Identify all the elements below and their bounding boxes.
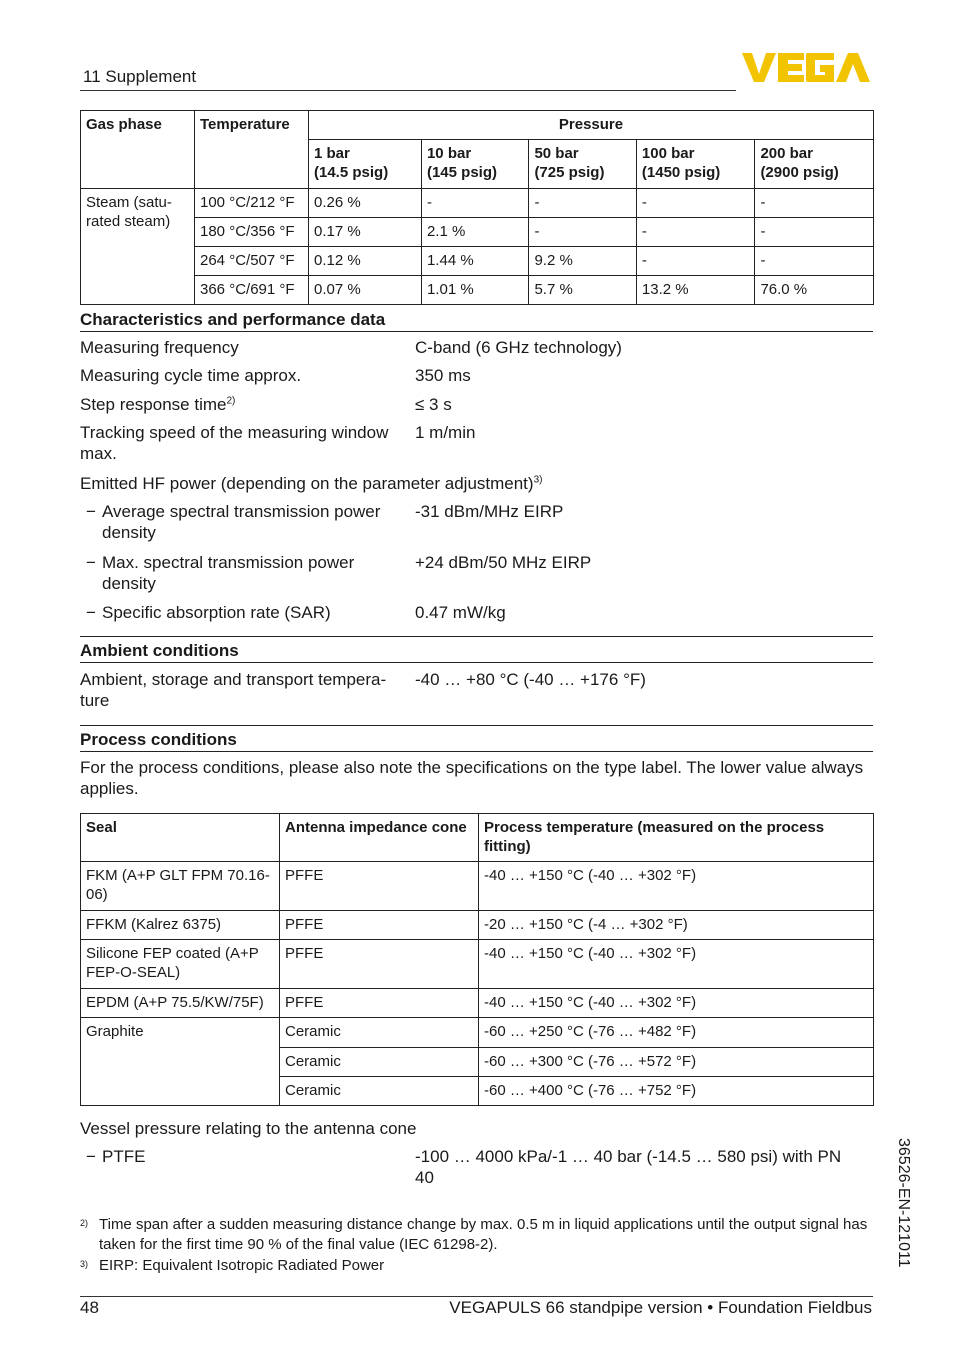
spec-label: Max. spectral transmission power density — [102, 553, 355, 593]
dash-bullet: − — [86, 1147, 96, 1166]
spec-label: Step response time$^{2)}$ — [80, 395, 236, 414]
process-intro: For the process conditions, please also note the specifications on the type label. The lower value always applies. — [80, 758, 864, 798]
spec-label: Measuring cycle time approx. — [80, 366, 302, 385]
antenna-cell: PFFE — [280, 911, 479, 940]
value-cell: 13.2 % — [636, 276, 755, 305]
footnote-text: EIRP: Equivalent Isotropic Radiated Power — [99, 1257, 385, 1274]
seal-header: Seal — [81, 814, 280, 862]
spec-value: ≤ 3 s — [415, 395, 452, 414]
value-cell: 0.17 % — [309, 218, 422, 247]
spec-value: 350 ms — [415, 366, 471, 385]
value-cell: 0.07 % — [309, 276, 422, 305]
value-cell: 5.7 % — [529, 276, 636, 305]
pressure-col-header: 100 bar (1450 psig) — [636, 140, 755, 189]
table-row — [81, 940, 874, 989]
dash-bullet: − — [86, 603, 96, 622]
temp-cell: -40 … +150 °C (-40 … +302 °F) — [479, 989, 874, 1018]
antenna-cell: Ceramic — [280, 1048, 479, 1077]
spec-label: PTFE — [102, 1147, 146, 1166]
temp-cell: -60 … +300 °C (-76 … +572 °F) — [479, 1048, 874, 1077]
section-divider — [80, 636, 873, 637]
spec-label: Specific absorption rate (SAR) — [102, 603, 331, 622]
footnote-ref: 2) — [226, 395, 236, 407]
spec-value: -40 … +80 °C (-40 … +176 °F) — [415, 670, 646, 689]
antenna-cell: Ceramic — [280, 1077, 479, 1106]
pressure-header: Pressure — [309, 111, 874, 140]
temp-cell: 100 °C/212 °F — [195, 189, 309, 218]
value-cell: - — [636, 218, 755, 247]
seal-cell: EPDM (A+P 75.5/KW/75F) — [81, 989, 280, 1018]
table-row — [81, 247, 874, 276]
ambient-heading: Ambient conditions — [80, 641, 873, 663]
seal-table — [80, 813, 874, 1106]
header-rule — [80, 90, 736, 91]
footnote-text: Time span after a sudden measuring distance change by max. 0.5 m in liquid applications until the output signal has taken for the first time 90 % of the final value (IEC 61298-2). — [99, 1216, 868, 1253]
temp-cell: -40 … +150 °C (-40 … +302 °F) — [479, 940, 874, 989]
spec-label: Average spectral transmission power density — [102, 502, 381, 542]
value-cell: - — [636, 247, 755, 276]
footnote-ref: 3) — [533, 474, 543, 486]
gas-name-cell: Steam (satu- rated steam) — [81, 189, 195, 305]
dash-bullet: − — [86, 553, 96, 572]
temp-cell: -60 … +250 °C (-76 … +482 °F) — [479, 1018, 874, 1048]
temp-cell: -20 … +150 °C (-4 … +302 °F) — [479, 911, 874, 940]
value-cell: - — [421, 189, 528, 218]
spec-value: C-band (6 GHz technology) — [415, 338, 622, 357]
footnote-number: 3) — [80, 1259, 89, 1269]
value-cell: 76.0 % — [755, 276, 874, 305]
spec-value: 1 m/min — [415, 423, 476, 442]
value-cell: - — [755, 247, 874, 276]
footnote-number: 2) — [80, 1218, 89, 1228]
table-row — [81, 862, 874, 911]
table-row — [81, 1018, 874, 1048]
gas-phase-table — [80, 110, 874, 305]
antenna-cell: Ceramic — [280, 1018, 479, 1048]
pressure-col-header: 10 bar (145 psig) — [421, 140, 528, 189]
process-heading: Process conditions — [80, 730, 873, 752]
temp-cell: -40 … +150 °C (-40 … +302 °F) — [479, 862, 874, 911]
value-cell: - — [529, 218, 636, 247]
pressure-col-header: 50 bar (725 psig) — [529, 140, 636, 189]
antenna-header: Antenna impedance cone — [280, 814, 479, 862]
antenna-cell: PFFE — [280, 862, 479, 911]
table-row — [81, 189, 874, 218]
dash-bullet: − — [86, 502, 96, 521]
spec-value: -31 dBm/MHz EIRP — [415, 502, 564, 521]
vega-logo — [742, 50, 872, 84]
value-cell: 1.01 % — [421, 276, 528, 305]
antenna-cell: PFFE — [280, 940, 479, 989]
document-code: 36526-EN-121011 — [895, 1138, 912, 1268]
spec-label: Vessel pressure relating to the antenna cone — [80, 1119, 417, 1138]
value-cell: - — [529, 189, 636, 218]
characteristics-heading: Characteristics and performance data — [80, 310, 873, 332]
value-cell: - — [636, 189, 755, 218]
temp-cell: 180 °C/356 °F — [195, 218, 309, 247]
page-number: 48 — [80, 1298, 99, 1317]
seal-cell: FKM (A+P GLT FPM 70.16-06) — [81, 862, 280, 911]
seal-cell: FFKM (Kalrez 6375) — [81, 911, 280, 940]
process-temp-header: Process temperature (measured on the process fitting) — [479, 814, 874, 862]
temp-cell: 366 °C/691 °F — [195, 276, 309, 305]
value-cell: 9.2 % — [529, 247, 636, 276]
value-cell: 0.26 % — [309, 189, 422, 218]
table-row — [81, 911, 874, 940]
seal-cell: Silicone FEP coated (A+P FEP-O-SEAL) — [81, 940, 280, 989]
antenna-cell: PFFE — [280, 989, 479, 1018]
pressure-col-header: 1 bar (14.5 psig) — [309, 140, 422, 189]
footer-rule — [80, 1296, 873, 1297]
value-cell: - — [755, 189, 874, 218]
section-divider — [80, 725, 873, 726]
seal-cell: Graphite — [81, 1018, 280, 1106]
document-title: VEGAPULS 66 standpipe version • Foundation Fieldbus — [449, 1298, 872, 1317]
table-row — [81, 989, 874, 1018]
spec-value: 0.47 mW/kg — [415, 603, 506, 622]
table-row — [81, 276, 874, 305]
spec-value: +24 dBm/50 MHz EIRP — [415, 553, 592, 572]
spec-value: -100 … 4000 kPa/-1 … 40 bar (-14.5 … 580 psi) with PN 40 — [415, 1147, 842, 1187]
spec-label: Measuring frequency — [80, 338, 239, 357]
value-cell: 0.12 % — [309, 247, 422, 276]
spec-label: Ambient, storage and transport tempera- ture — [80, 670, 387, 710]
value-cell: - — [755, 218, 874, 247]
temp-cell: 264 °C/507 °F — [195, 247, 309, 276]
gas-phase-header: Gas phase — [81, 111, 195, 189]
spec-label: Tracking speed of the measuring window max. — [80, 423, 389, 463]
temperature-header: Temperature — [195, 111, 309, 189]
pressure-col-header: 200 bar (2900 psig) — [755, 140, 874, 189]
value-cell: 2.1 % — [421, 218, 528, 247]
temp-cell: -60 … +400 °C (-76 … +752 °F) — [479, 1077, 874, 1106]
value-cell: 1.44 % — [421, 247, 528, 276]
spec-label: Emitted HF power (depending on the parameter adjustment)$^{3)}$ — [80, 474, 543, 493]
table-row — [81, 218, 874, 247]
section-label: 11 Supplement — [83, 67, 197, 86]
